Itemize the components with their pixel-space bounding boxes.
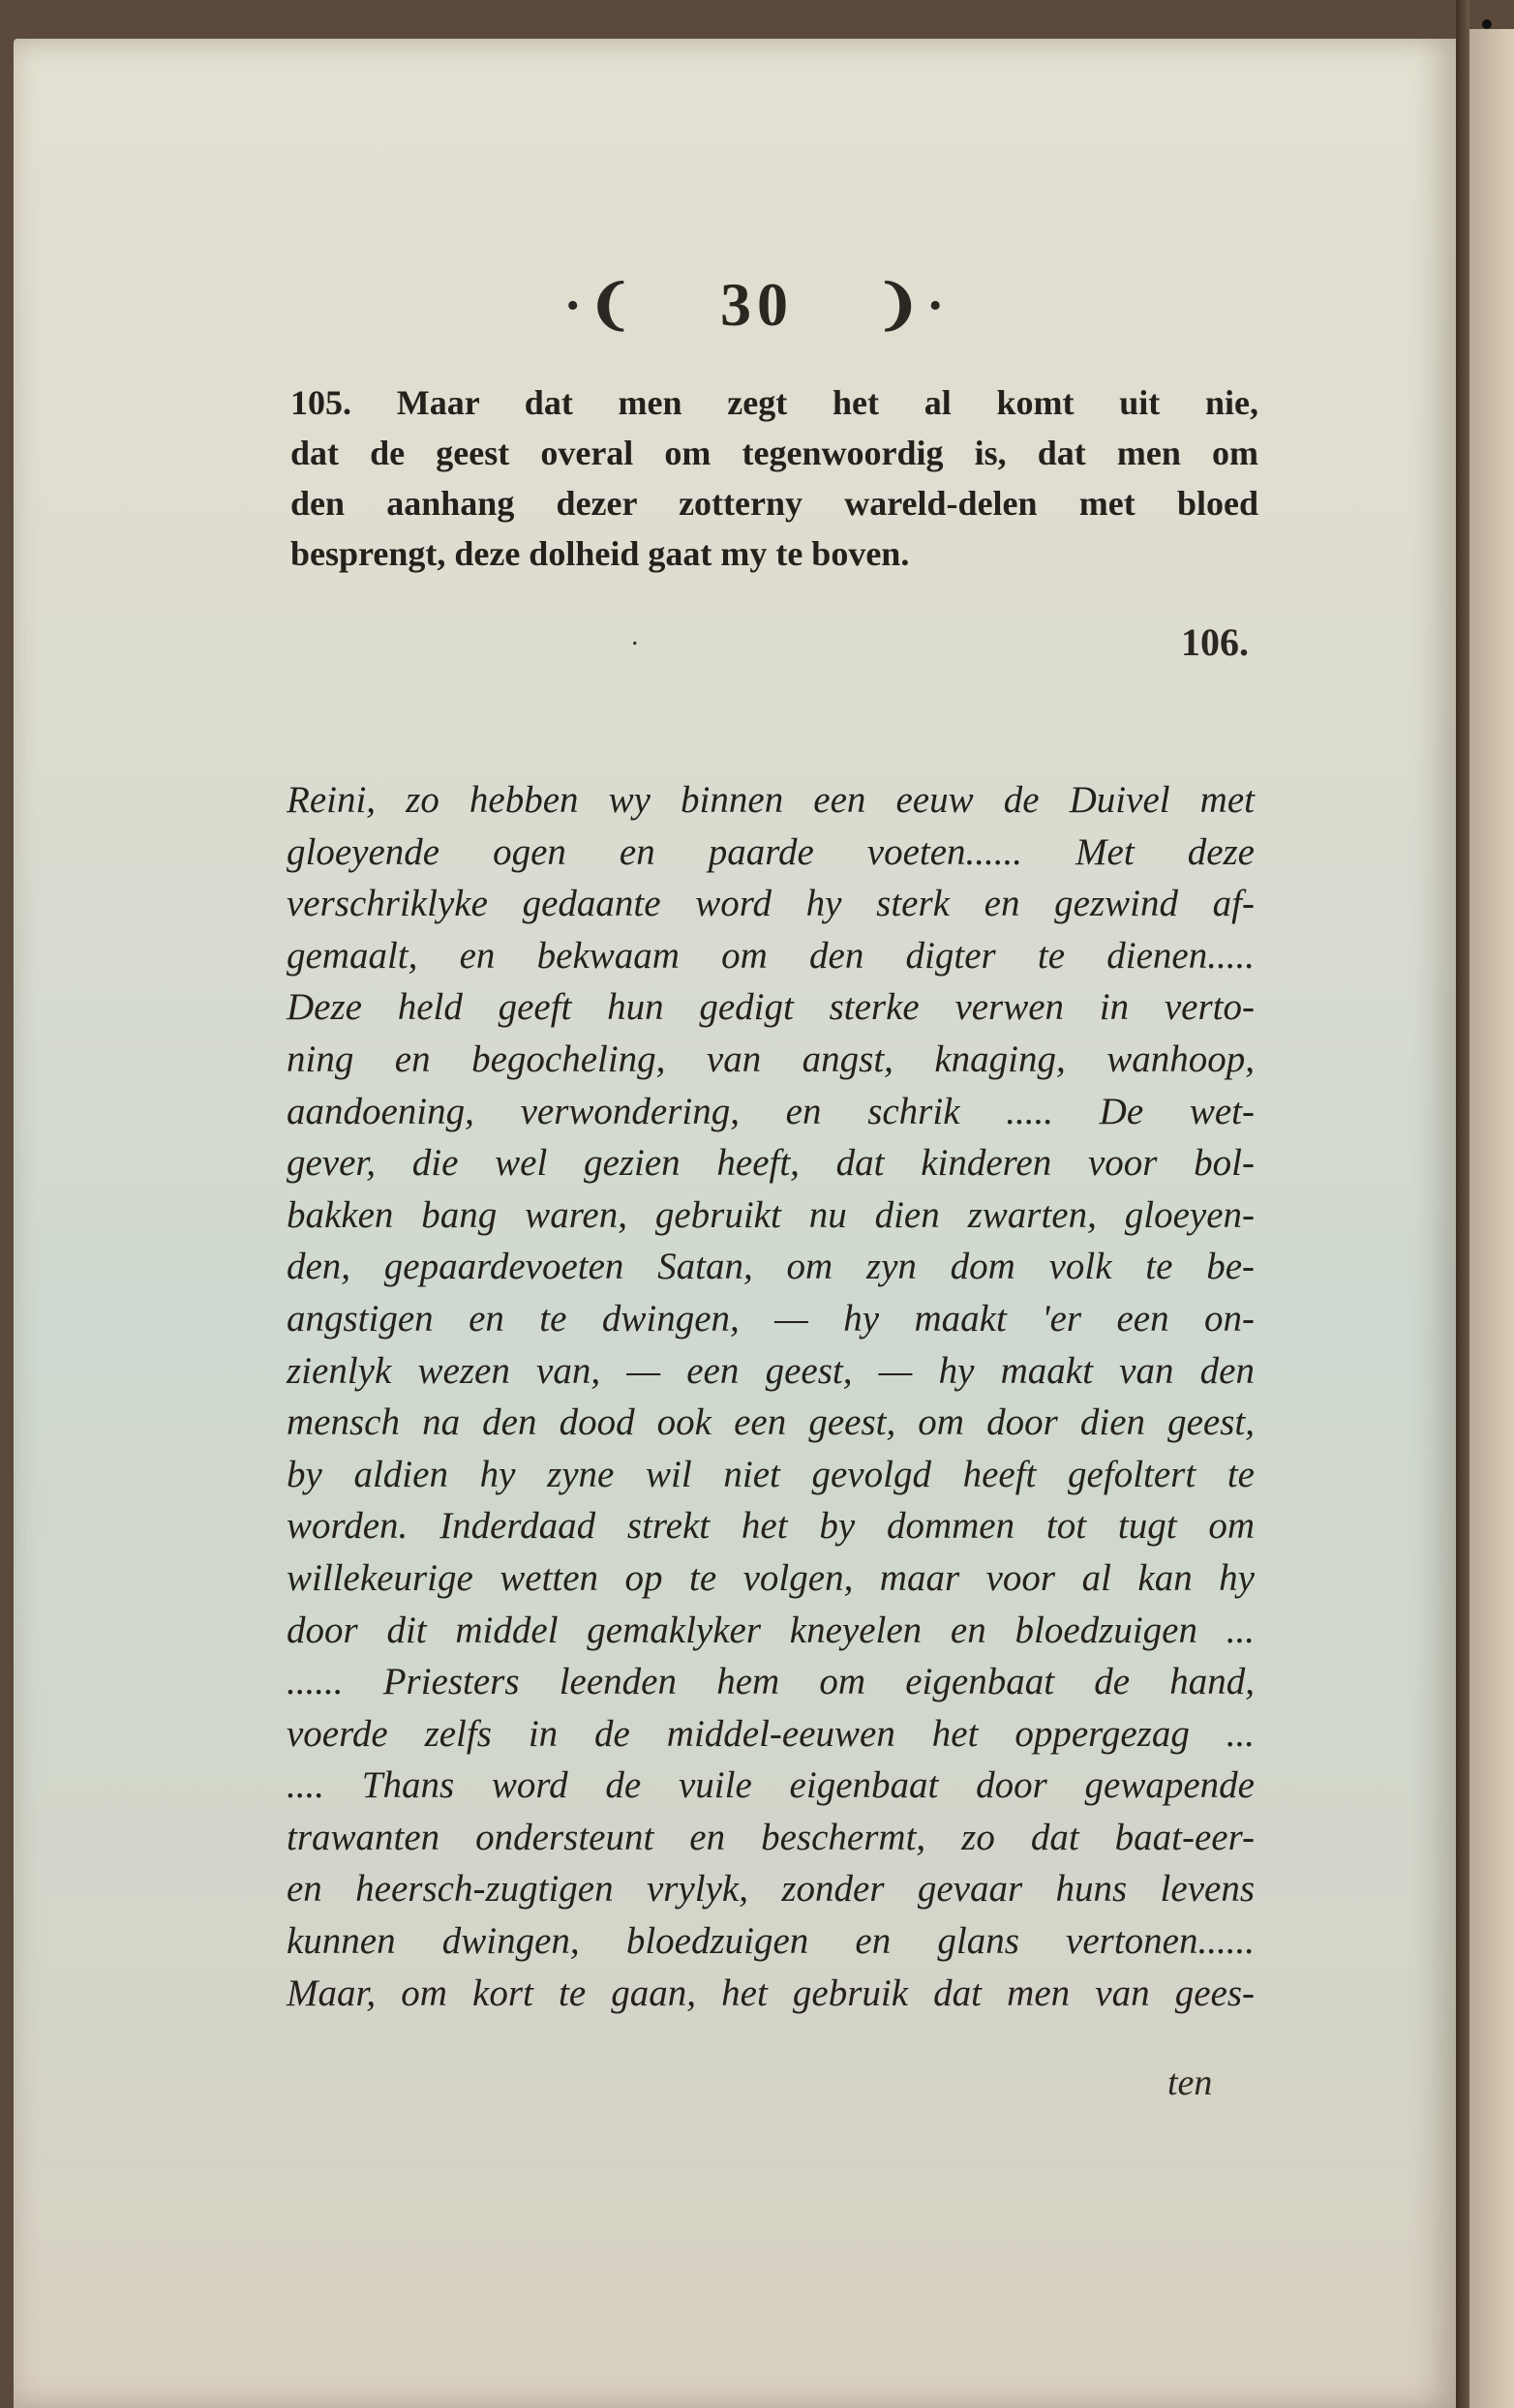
facing-page-edge <box>1469 29 1514 2408</box>
header-right-ornament: ❩· <box>875 275 951 336</box>
footnote-line: by aldien hy zyne wil niet gevolgd heeft gefoltert te <box>287 1453 1255 1495</box>
footnote-line: bakken bang waren, gebruikt nu dien zwarten, gloeyen- <box>287 1193 1255 1236</box>
footnote-line: Maar, om kort te gaan, het gebruik dat men van gees- <box>287 1972 1255 2014</box>
footnote-line: ning en begocheling, van angst, knaging, wanhoop, <box>287 1038 1255 1080</box>
background-dot <box>1482 19 1492 29</box>
header-left-ornament: ·❨ <box>563 275 639 336</box>
footnote-line: willekeurige wetten op te volgen, maar voor al kan hy <box>287 1556 1255 1599</box>
paragraph-line: besprengt, deze dolheid gaat my te boven. <box>290 534 910 573</box>
paragraph-105 <box>290 377 1258 579</box>
page-header <box>0 263 1514 341</box>
book-gutter <box>1456 0 1469 2408</box>
footnote-line: aandoening, verwondering, en schrik ..... De wet- <box>287 1090 1255 1132</box>
footnote-line: ...... Priesters leenden hem om eigenbaat de hand, <box>287 1661 1255 1703</box>
footnote-line: Deze held geeft hun gedigt sterke verwen in verto- <box>287 986 1255 1029</box>
footnote-line: worden. Inderdaad strekt het by dommen tot tugt om <box>287 1505 1255 1548</box>
footnote-text <box>287 774 1255 2019</box>
footnote-line: gloeyende ogen en paarde voeten...... Met deze <box>287 830 1255 873</box>
footnote-line: trawanten ondersteunt en beschermt, zo dat baat-eer- <box>287 1816 1255 1858</box>
footnote-line: angstigen en te dwingen, — hy maakt 'er een on- <box>287 1297 1255 1339</box>
footnote-line: door dit middel gemaklyker kneyelen en bloedzuigen ... <box>287 1609 1255 1651</box>
footnote-line: mensch na den dood ook een geest, om door dien geest, <box>287 1401 1255 1444</box>
stray-mark: . <box>631 619 639 651</box>
footnote-line: .... Thans word de vuile eigenbaat door gewapende <box>287 1764 1255 1807</box>
footnote-line: Reini, zo hebben wy binnen een eeuw de Duivel met <box>287 779 1255 821</box>
paragraph-line: den aanhang dezer zotterny wareld-delen met bloed <box>290 484 1258 523</box>
footnote-line: gemaalt, en bekwaam om den digter te dienen..... <box>287 934 1255 977</box>
footnote-line: en heersch-zugtigen vrylyk, zonder gevaar huns levens <box>287 1868 1255 1911</box>
footnote-line: den, gepaardevoeten Satan, om zyn dom volk te be- <box>287 1246 1255 1288</box>
page-number: 30 <box>720 270 794 340</box>
footnote-line: voerde zelfs in de middel-eeuwen het oppergezag ... <box>287 1712 1255 1755</box>
footnote-line: zienlyk wezen van, — een geest, — hy maakt van den <box>287 1349 1255 1392</box>
paragraph-line: 105. Maar dat men zegt het al komt uit nie, <box>290 383 1258 422</box>
footnote-line: kunnen dwingen, bloedzuigen en glans vertonen...... <box>287 1920 1255 1963</box>
footnote-line: gever, die wel gezien heeft, dat kinderen voor bol- <box>287 1142 1255 1185</box>
paragraph-line: dat de geest overal om tegenwoordig is, dat men om <box>290 434 1258 472</box>
footnote-line: verschriklyke gedaante word hy sterk en gezwind af- <box>287 883 1255 925</box>
catchword-top: 106. <box>1181 620 1249 664</box>
catchword-bottom: ten <box>1167 2062 1213 2103</box>
